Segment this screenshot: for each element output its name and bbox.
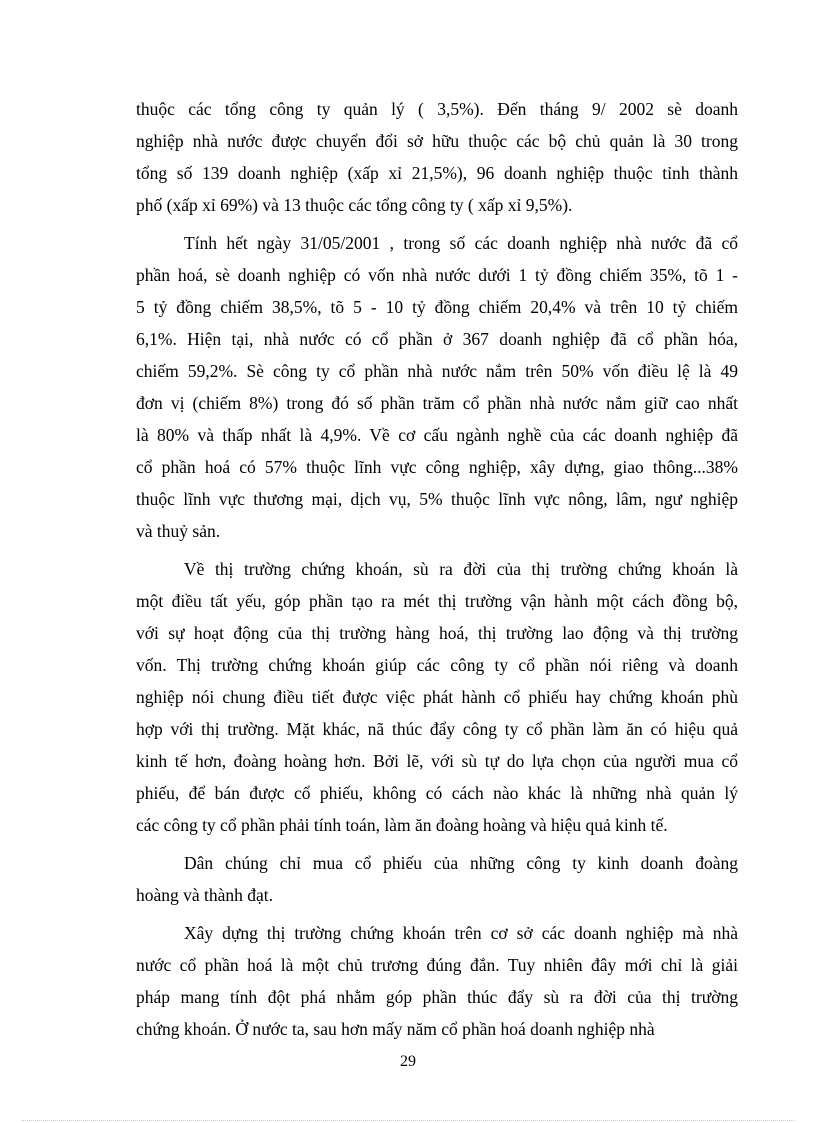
text-line: nước cổ phần hoá là một chủ trương đúng đắn. Tuy nhiên đây mới chỉ là giải [136, 955, 738, 975]
text-line: thuộc lĩnh vực thương mại, dịch vụ, 5% thuộc lĩnh vực nông, lâm, ngư nghiệp [136, 489, 738, 509]
text-line: và thuỷ sản. [136, 521, 221, 541]
text-line: Về thị trường chứng khoán, sù ra đời của thị trường chứng khoán là [184, 559, 738, 579]
text-line: chiếm 59,2%. Sè công ty cổ phần nhà nước nắm trên 50% vốn điều lệ là 49 [136, 361, 738, 381]
text-line: đơn vị (chiếm 8%) trong đó số phần trăm cổ phần nhà nước nắm giữ cao nhất [136, 393, 738, 413]
text-line: tổng số 139 doanh nghiệp (xấp xỉ 21,5%), 96 doanh nghiệp thuộc tỉnh thành [136, 163, 738, 183]
page-bottom-divider [22, 1120, 794, 1121]
paragraph [136, 227, 738, 547]
text-line: hợp với thị trường. Mặt khác, nã thúc đẩy công ty cổ phần làm ăn có hiệu quả [136, 719, 738, 739]
text-line: là 80% và thấp nhất là 4,9%. Về cơ cấu ngành nghề của các doanh nghiệp đã [136, 425, 738, 445]
paragraph [136, 847, 738, 911]
text-line: Xây dựng thị trường chứng khoán trên cơ sở các doanh nghiệp mà nhà [184, 923, 738, 943]
text-line: pháp mang tính đột phá nhằm góp phần thúc đẩy sù ra đời của thị trường [136, 987, 738, 1007]
text-line: nghiệp nhà nước được chuyển đổi sở hữu thuộc các bộ chủ quản là 30 trong [136, 131, 738, 151]
paragraph [136, 553, 738, 841]
text-line: thuộc các tổng công ty quản lý ( 3,5%). Đến tháng 9/ 2002 sè doanh [136, 99, 738, 119]
text-line: Dân chúng chỉ mua cổ phiếu của những công ty kinh doanh đoàng [184, 853, 738, 873]
text-line: Tính hết ngày 31/05/2001 , trong số các doanh nghiệp nhà nước đã cổ [184, 233, 738, 253]
text-line: phần hoá, sè doanh nghiệp có vốn nhà nước dưới 1 tỷ đồng chiếm 35%, tõ 1 - [136, 265, 738, 285]
paragraph [136, 93, 738, 221]
text-line: cổ phần hoá có 57% thuộc lĩnh vực công nghiệp, xây dựng, giao thông...38% [136, 457, 738, 477]
text-line: kinh tế hơn, đoàng hoàng hơn. Bởi lẽ, với sù tự do lựa chọn của người mua cổ [136, 751, 738, 771]
text-line: phố (xấp xỉ 69%) và 13 thuộc các tổng công ty ( xấp xỉ 9,5%). [136, 195, 573, 215]
text-line: 5 tỷ đồng chiếm 38,5%, tõ 5 - 10 tỷ đồng chiếm 20,4% và trên 10 tỷ chiếm [136, 297, 738, 317]
paragraph [136, 917, 738, 1045]
document-body [136, 93, 738, 1045]
text-line: với sự hoạt động của thị trường hàng hoá, thị trường lao động và thị trường [136, 623, 738, 643]
text-line: 6,1%. Hiện tại, nhà nước có cổ phần ở 367 doanh nghiệp đã cổ phần hóa, [136, 329, 738, 349]
page-number: 29 [400, 1053, 416, 1070]
text-line: phiếu, để bán được cổ phiếu, không có cách nào khác là những nhà quản lý [136, 783, 738, 803]
text-line: hoàng và thành đạt. [136, 885, 274, 905]
text-line: chứng khoán. Ở nước ta, sau hơn mấy năm cổ phần hoá doanh nghiệp nhà [136, 1019, 655, 1039]
text-line: các công ty cổ phần phải tính toán, làm ăn đoàng hoàng và hiệu quả kinh tế. [136, 815, 668, 835]
text-line: nghiệp nói chung điều tiết được việc phát hành cổ phiếu hay chứng khoán phù [136, 687, 738, 707]
text-line: vốn. Thị trường chứng khoán giúp các công ty cổ phần nói riêng và doanh [136, 655, 738, 675]
text-line: một điều tất yếu, góp phần tạo ra mét thị trường vận hành một cách đồng bộ, [136, 591, 738, 611]
